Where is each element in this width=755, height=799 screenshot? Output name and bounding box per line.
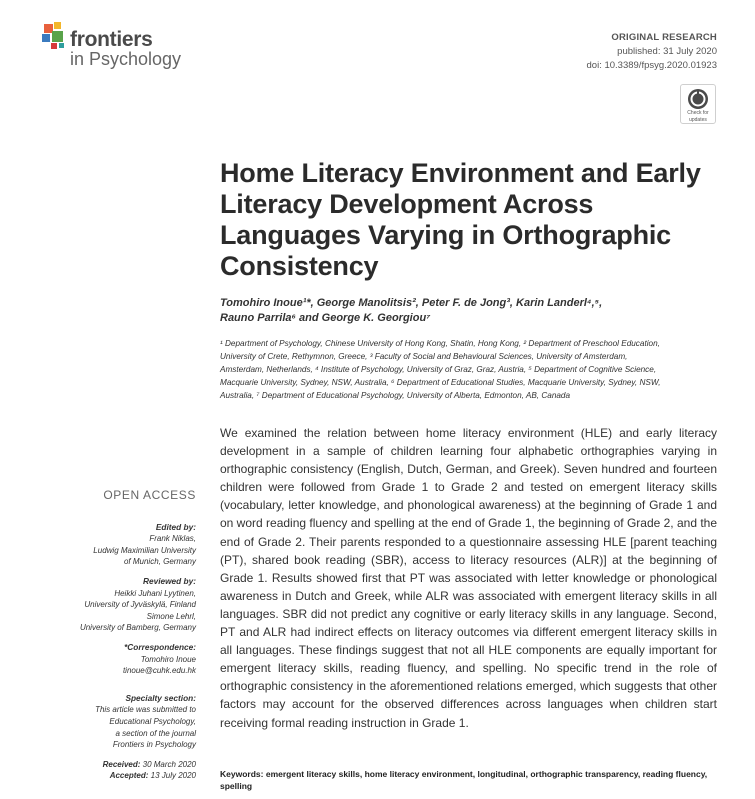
- specialty-line: a section of the journal: [115, 728, 196, 738]
- reviewer-affiliation: University of Jyväskylä, Finland: [84, 600, 196, 610]
- specialty-line: Educational Psychology,: [109, 716, 196, 726]
- updates-icon: [687, 88, 709, 110]
- accepted-date: [30, 770, 196, 782]
- editor-affiliation: Ludwig Maximilian University: [93, 545, 196, 555]
- journal-name: in Psychology: [70, 49, 182, 69]
- sidebar: [30, 490, 196, 782]
- article-title: Home Literacy Environment and Early Literacy Development Across Languages Varying in Orthographic Consistency: [220, 158, 701, 281]
- affiliations: [220, 337, 720, 402]
- correspondence-email[interactable]: tinoue@cuhk.edu.hk: [122, 666, 196, 676]
- frontiers-logo-icon: [42, 22, 68, 50]
- accepted-value: 13 July 2020: [150, 771, 196, 781]
- check-for-updates-button[interactable]: [680, 84, 716, 124]
- received-date: [30, 759, 196, 771]
- article-meta: [587, 32, 717, 71]
- article-type: ORIGINAL RESEARCH: [611, 32, 717, 43]
- authors-line-1: Tomohiro Inoue¹*, George Manolitsis², Peter F. de Jong³, Karin Landerl⁴,⁵,: [220, 297, 603, 309]
- published-date: published: 31 July 2020: [617, 46, 717, 57]
- affiliation-line: Australia, ⁷ Department of Educational Psychology, University of Alberta, Edmonton, AB, Canada: [220, 391, 571, 400]
- keywords-text: emergent literacy skills, home literacy environment, longitudinal, orthographic transparency, reading fluency, spelling: [220, 769, 708, 791]
- abstract: We examined the relation between home literacy environment (HLE) and early literacy development in a sample of children learning four alphabetic orthographies varying in orthographic consistency (English, Dutch, German, and Greek). Seven hundred and fourteen children were followed from Grade 1 to Grade 2 and tested on emergent literacy skills (vocabulary, letter knowledge, and phonological awareness) at the beginning of Grade 1 and on word reading fluency and spelling at the end of Grade 1, the beginning of Grade 2, and the end of Grade 2. Their parents responded to a questionnaire assessing HLE [parent teaching (PT), shared book reading (SBR), access to literacy resources (ALR)] at the beginning of Grade 1. Results showed first that PT was associated with letter knowledge or phonological awareness in Dutch and Greek, while ALR was associated with emergent literacy skills in all languages. SBR did not predict any cognitive or early literacy skills in any language. Second, PT and ALR had indirect effects on literacy outcomes via different emergent literacy skills in all languages. These findings suggest that not all HLE components are equally important for emergent literacy skills, reading fluency, and spelling. No specific trend in the role of orthographic consistency in the aforementioned relations emerged, which suggests that other factors may account for the observed differences across languages when children start receiving formal reading instruction in Grade 1.: [220, 426, 718, 730]
- affiliation-line: Amsterdam, Netherlands, ⁴ Institute of Psychology, University of Graz, Graz, Austria, ⁵ Department of Cognitive Science,: [220, 365, 657, 374]
- keywords: [220, 768, 720, 792]
- open-access-label: OPEN ACCESS: [103, 488, 196, 502]
- editor-name: Frank Niklas,: [149, 534, 196, 544]
- specialty-section-label: Specialty section:: [125, 692, 196, 703]
- reviewed-by-label: Reviewed by:: [142, 575, 196, 586]
- specialty-line: This article was submitted to: [95, 705, 196, 715]
- affiliation-line: ¹ Department of Psychology, Chinese University of Hong Kong, Shatin, Hong Kong, ² Department of Preschool Education,: [220, 339, 660, 348]
- check-for-text: Check for: [687, 110, 709, 116]
- affiliation-line: University of Crete, Rethymnon, Greece, ³ Faculty of Social and Behavioural Sciences, University of Amsterdam,: [220, 352, 628, 361]
- editor-affiliation: of Munich, Germany: [123, 557, 196, 567]
- updates-text: updates: [689, 116, 707, 123]
- correspondence-label: *Correspondence:: [124, 641, 196, 652]
- journal-logo[interactable]: [42, 22, 202, 70]
- received-label: Received:: [102, 759, 141, 769]
- doi-link[interactable]: doi: 10.3389/fpsyg.2020.01923: [586, 60, 717, 71]
- authors-line-2: Rauno Parrila⁶ and George K. Georgiou⁷: [220, 312, 431, 324]
- edited-by-label: Edited by:: [155, 521, 196, 532]
- author-list: [220, 296, 720, 326]
- affiliation-line: Macquarie University, Sydney, NSW, Australia, ⁶ Department of Educational Studies, Macquarie University, Sydney, NSW,: [220, 378, 661, 387]
- reviewer-name: Simone Lehrl,: [146, 611, 196, 621]
- reviewer-name: Heikki Juhani Lyytinen,: [114, 588, 196, 598]
- specialty-line: Frontiers in Psychology: [112, 740, 196, 750]
- brand-name: frontiers: [70, 28, 153, 51]
- received-value: 30 March 2020: [142, 759, 196, 769]
- accepted-label: Accepted:: [109, 771, 149, 781]
- reviewer-affiliation: University of Bamberg, Germany: [79, 623, 196, 633]
- keywords-label: Keywords:: [220, 769, 264, 779]
- correspondence-name: Tomohiro Inoue: [140, 654, 196, 664]
